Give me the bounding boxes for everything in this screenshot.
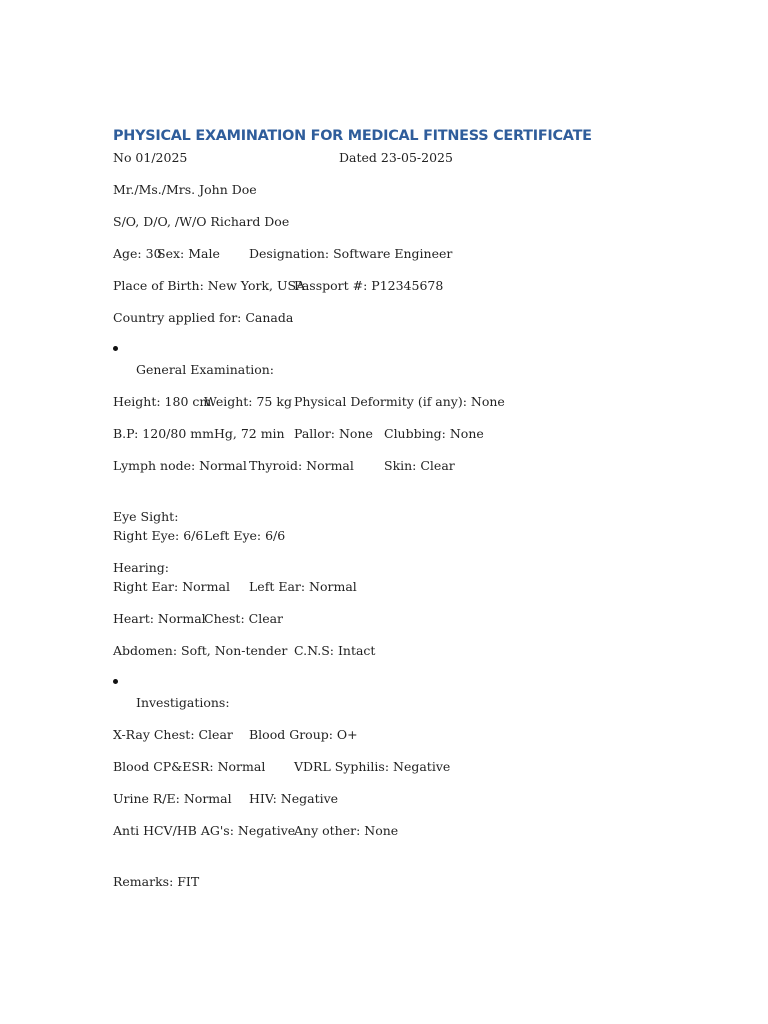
bullet-icon: [113, 346, 118, 351]
urine-field: Urine R/E: Normal: [113, 791, 232, 806]
certificate-date: Dated 23-05-2025: [339, 150, 453, 165]
lymph-node-field: Lymph node: Normal: [113, 458, 247, 473]
abdomen-field: Abdomen: Soft, Non-tender: [113, 643, 288, 658]
deformity-field: Physical Deformity (if any): None: [294, 394, 505, 409]
cns-field: C.N.S: Intact: [294, 643, 376, 658]
pallor-field: Pallor: None: [294, 426, 373, 441]
eye-sight-heading: Eye Sight:: [113, 509, 179, 524]
bullet-icon: [113, 679, 118, 684]
designation-field: Designation: Software Engineer: [249, 246, 453, 261]
any-other-field: Any other: None: [294, 823, 399, 838]
bp-field: B.P: 120/80 mmHg, 72 min: [113, 426, 285, 441]
clubbing-field: Clubbing: None: [384, 426, 484, 441]
certificate-number: No 01/2025: [113, 150, 188, 165]
place-of-birth-field: Place of Birth: New York, USA: [113, 278, 306, 293]
anti-hcv-field: Anti HCV/HB AG's: Negative: [113, 823, 296, 838]
right-eye-field: Right Eye: 6/6: [113, 528, 204, 543]
hearing-heading: Hearing:: [113, 560, 169, 575]
age-field: Age: 30: [113, 246, 162, 261]
page-title: PHYSICAL EXAMINATION FOR MEDICAL FITNESS CERTIFICATE: [113, 128, 592, 144]
remarks-field: Remarks: FIT: [113, 874, 200, 889]
left-ear-field: Left Ear: Normal: [249, 579, 357, 594]
sex-field: Sex: Male: [157, 246, 220, 261]
xray-field: X-Ray Chest: Clear: [113, 727, 233, 742]
left-eye-field: Left Eye: 6/6: [204, 528, 286, 543]
vdrl-field: VDRL Syphilis: Negative: [294, 759, 451, 774]
general-exam-heading: General Examination:: [136, 362, 275, 377]
hiv-field: HIV: Negative: [249, 791, 339, 806]
chest-field: Chest: Clear: [204, 611, 284, 626]
right-ear-field: Right Ear: Normal: [113, 579, 230, 594]
skin-field: Skin: Clear: [384, 458, 455, 473]
height-field: Height: 180 cm: [113, 394, 212, 409]
candidate-name: Mr./Ms./Mrs. John Doe: [113, 182, 257, 197]
thyroid-field: Thyroid: Normal: [249, 458, 354, 473]
blood-group-field: Blood Group: O+: [249, 727, 358, 742]
relation-line: S/O, D/O, /W/O Richard Doe: [113, 214, 290, 229]
heart-field: Heart: Normal: [113, 611, 206, 626]
passport-field: Passport #: P12345678: [294, 278, 444, 293]
blood-cp-field: Blood CP&ESR: Normal: [113, 759, 266, 774]
investigations-heading: Investigations:: [136, 695, 230, 710]
country-field: Country applied for: Canada: [113, 310, 294, 325]
weight-field: Weight: 75 kg: [204, 394, 292, 409]
